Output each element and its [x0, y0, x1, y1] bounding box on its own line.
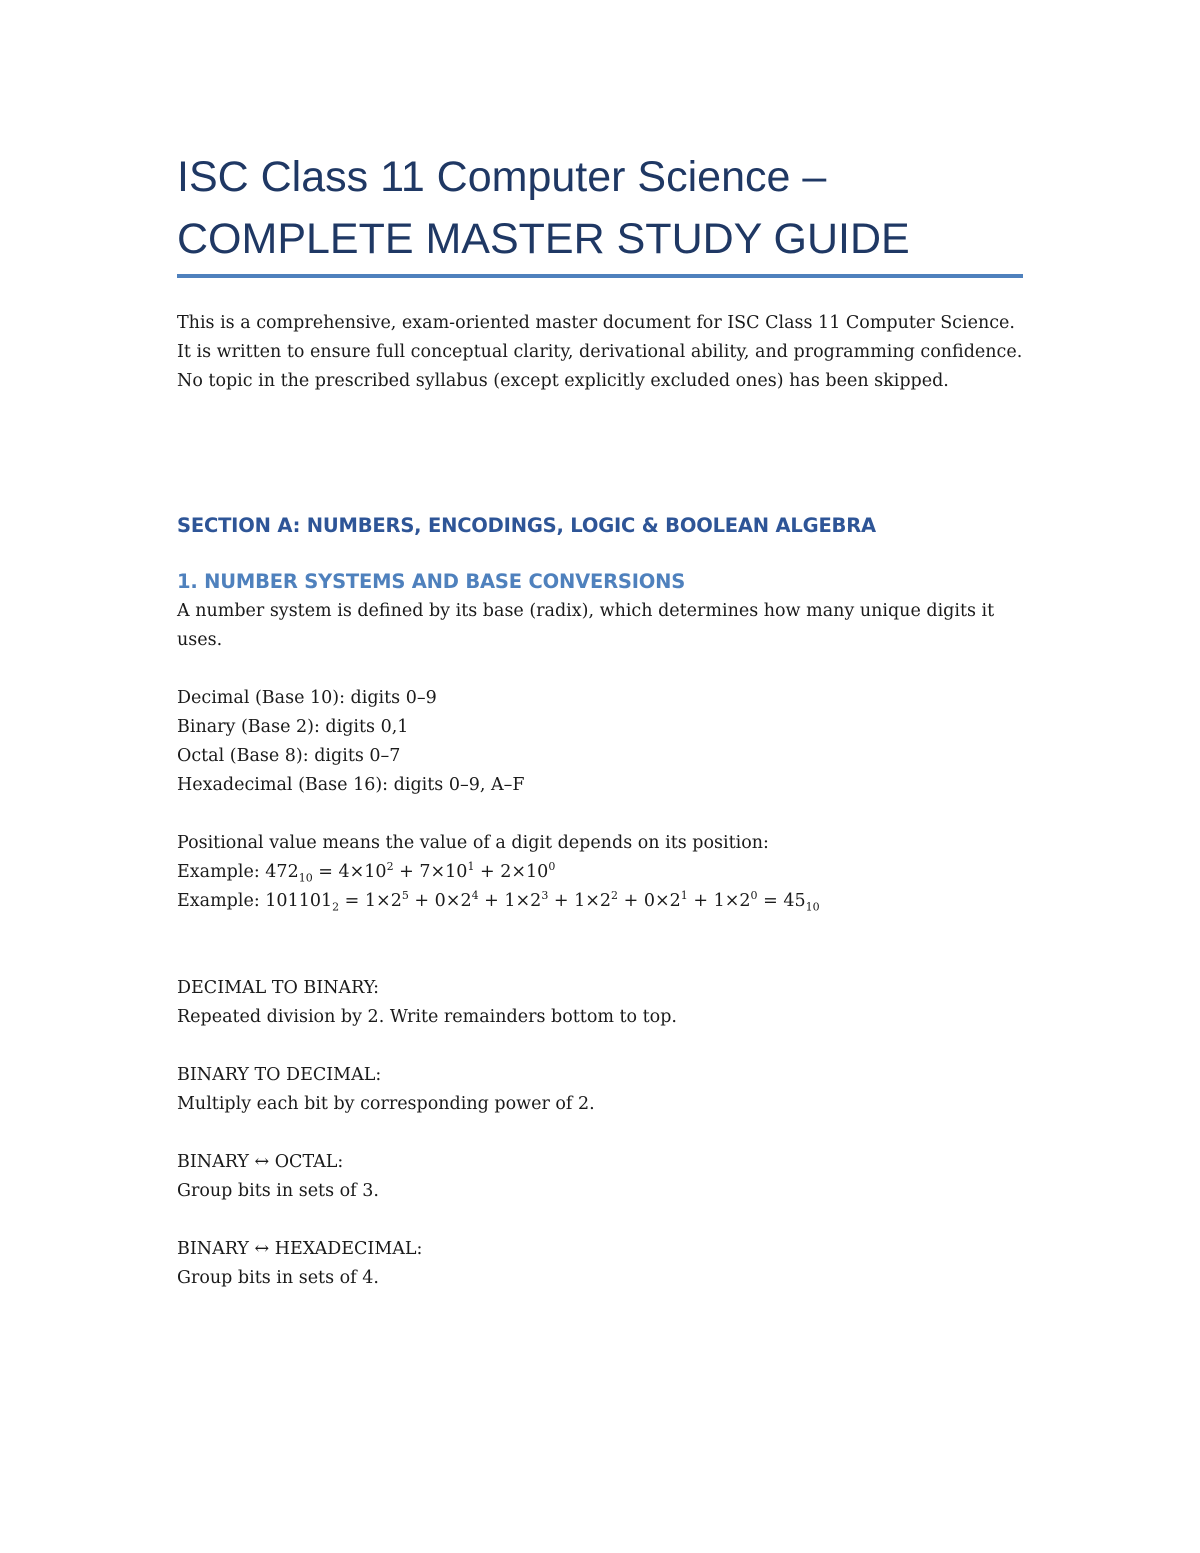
section-a-heading: SECTION A: NUMBERS, ENCODINGS, LOGIC & BOOLEAN ALGEBRA	[177, 514, 876, 537]
intro-line: No topic in the prescribed syllabus (except explicitly excluded ones) has been skipped.	[177, 371, 949, 391]
title-underline	[177, 274, 1023, 278]
positional-value-block	[177, 829, 1023, 916]
example-number: 101101	[265, 891, 333, 911]
equals-sign: =	[757, 891, 784, 911]
term-exponent: 2	[386, 860, 394, 874]
conversions	[177, 974, 1023, 1293]
conversion-heading: BINARY ↔ HEXADECIMAL:	[177, 1239, 423, 1259]
topic-1-heading: 1. NUMBER SYSTEMS AND BASE CONVERSIONS	[177, 570, 686, 593]
list-item: Hexadecimal (Base 16): digits 0–9, A–F	[177, 775, 525, 795]
example-result-base: 10	[805, 900, 820, 914]
example-base: 2	[332, 900, 340, 914]
term-exponent: 2	[611, 889, 619, 903]
example-label: Example:	[177, 891, 266, 911]
conversion-heading: BINARY TO DECIMAL:	[177, 1065, 382, 1085]
term-separator: +	[618, 891, 644, 911]
intro-paragraph	[177, 309, 1023, 396]
list-item: Decimal (Base 10): digits 0–9	[177, 688, 437, 708]
term-separator: +	[393, 862, 420, 882]
list-item: Octal (Base 8): digits 0–7	[177, 746, 401, 766]
term-exponent: 0	[750, 889, 758, 903]
example-result: 45	[783, 891, 806, 911]
term-exponent: 3	[541, 889, 549, 903]
term-separator: +	[408, 891, 435, 911]
positional-intro: Positional value means the value of a digit depends on its position:	[177, 833, 769, 853]
intro-line: This is a comprehensive, exam-oriented master document for ISC Class 11 Computer Science.	[177, 313, 1015, 333]
term-coefficient: 0×2	[434, 891, 472, 911]
number-systems-list	[177, 684, 1023, 800]
term-coefficient: 1×2	[713, 891, 751, 911]
term-separator: +	[474, 862, 501, 882]
term-exponent: 5	[401, 889, 409, 903]
term-exponent: 1	[467, 860, 475, 874]
example-number: 472	[265, 862, 299, 882]
term-exponent: 0	[548, 860, 556, 874]
equals-sign: =	[339, 891, 365, 911]
equals-sign: =	[312, 862, 339, 882]
conversion-text: Group bits in sets of 3.	[177, 1181, 379, 1201]
term-coefficient: 1×2	[364, 891, 402, 911]
conversion-heading: DECIMAL TO BINARY:	[177, 978, 380, 998]
term-exponent: 1	[680, 889, 688, 903]
number-system-definition: A number system is defined by its base (radix), which determines how many unique digits it uses.	[177, 601, 995, 650]
example-1	[177, 858, 1023, 887]
intro-line: It is written to ensure full conceptual clarity, derivational ability, and programming confidence.	[177, 342, 1023, 362]
term-coefficient: 0×2	[643, 891, 681, 911]
example-base: 10	[298, 871, 313, 885]
conversion-text: Group bits in sets of 4.	[177, 1268, 379, 1288]
term-coefficient: 4×10	[338, 862, 387, 882]
title-line-2: COMPLETE MASTER STUDY GUIDE	[177, 215, 910, 263]
example-2	[177, 887, 1023, 916]
term-coefficient: 7×10	[419, 862, 468, 882]
conversion-text: Repeated division by 2. Write remainders bottom to top.	[177, 1007, 677, 1027]
term-exponent: 4	[471, 889, 479, 903]
term-coefficient: 1×2	[504, 891, 542, 911]
list-item: Binary (Base 2): digits 0,1	[177, 717, 409, 737]
conversion-heading: BINARY ↔ OCTAL:	[177, 1152, 344, 1172]
example-label: Example:	[177, 862, 266, 882]
document-content	[177, 146, 1023, 1293]
term-separator: +	[687, 891, 714, 911]
term-separator: +	[478, 891, 505, 911]
term-coefficient: 1×2	[574, 891, 612, 911]
title-line-1: ISC Class 11 Computer Science –	[177, 153, 827, 201]
term-coefficient: 2×10	[500, 862, 549, 882]
conversion-text: Multiply each bit by corresponding power of 2.	[177, 1094, 595, 1114]
term-separator: +	[548, 891, 575, 911]
document-title	[177, 146, 1023, 270]
